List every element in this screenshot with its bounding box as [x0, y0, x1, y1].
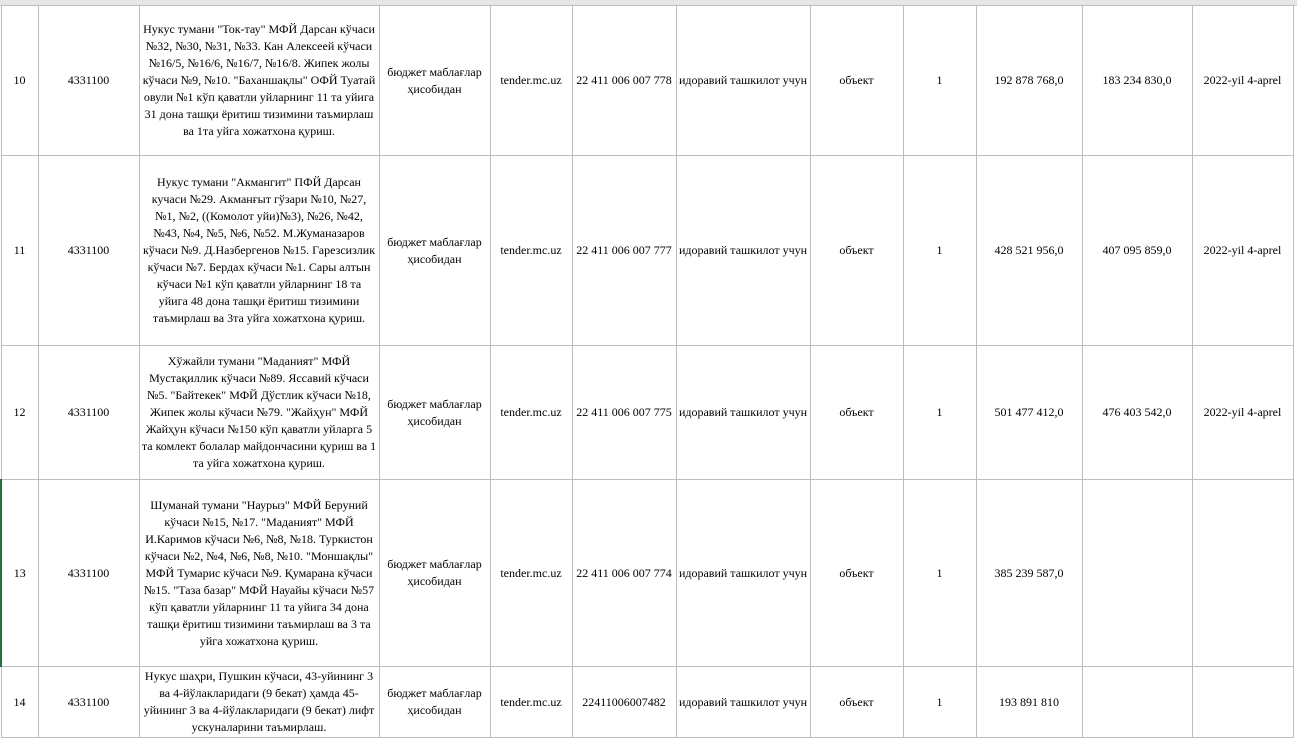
unit-cell[interactable]: объект [810, 156, 903, 346]
unit-cell[interactable]: объект [810, 346, 903, 480]
customer-cell[interactable]: идоравий ташкилот учун [676, 480, 810, 667]
row-number-cell[interactable]: 14 [1, 667, 38, 738]
table-row [1, 667, 1293, 738]
site-cell[interactable]: tender.mc.uz [490, 6, 572, 156]
lot-number-cell[interactable]: 22 411 006 007 774 [572, 480, 676, 667]
funding-cell[interactable]: бюджет маблағлар ҳисобидан [379, 156, 490, 346]
quantity-cell[interactable]: 1 [903, 667, 976, 738]
funding-cell[interactable]: бюджет маблағлар ҳисобидан [379, 667, 490, 738]
quantity-cell[interactable]: 1 [903, 346, 976, 480]
quantity-cell[interactable]: 1 [903, 6, 976, 156]
unit-cell[interactable]: объект [810, 480, 903, 667]
quantity-cell[interactable]: 1 [903, 480, 976, 667]
description-cell[interactable]: Нукус тумани "Ток-тау" МФЙ Дарсан кўчаси №32, №30, №31, №33. Кан Алексеей кўчаси №16/5, №16/6, №16/7, №16/8. Жипек жолы кўчаси №9, №10. "Баханшақлы" ОФЙ Туатай овули №1 кўп қаватли уйларнинг 11 та уйига 31 дона ташқи ёритиш тизимини таъмирлаш ва 1та уйга хожатхона қуриш. [139, 6, 379, 156]
spreadsheet-grid [0, 5, 1294, 738]
code-cell[interactable]: 4331100 [38, 6, 139, 156]
funding-cell[interactable]: бюджет маблағлар ҳисобидан [379, 346, 490, 480]
table-row [1, 6, 1293, 156]
funding-cell[interactable]: бюджет маблағлар ҳисобидан [379, 480, 490, 667]
code-cell[interactable]: 4331100 [38, 480, 139, 667]
site-cell[interactable]: tender.mc.uz [490, 156, 572, 346]
description-cell[interactable]: Хўжайли тумани "Маданият" МФЙ Мустақиллик кўчаси №89. Яссавий кўчаси №5. "Байтекек" МФЙ Дўстлик кўчаси №18, Жипек жолы кўчаси №79. "Жайҳун" МФЙ Жайҳун кўчаси №150 кўп қаватли уйларга 5 та комлект болалар майдончасини қуриш ва 1 та уйга хожатхона қуриш. [139, 346, 379, 480]
row-number-cell[interactable]: 12 [1, 346, 38, 480]
lot-number-cell[interactable]: 22 411 006 007 775 [572, 346, 676, 480]
description-cell[interactable]: Нукус тумани "Акмангит" ПФЙ Дарсан кучаси №29. Акманғыт гўзари №10, №27, №1, №2, ((Комолот уйи)№3), №26, №42, №43, №4, №5, №6, №52. М.Жуманазаров кўчаси №9. Д.Назбергенов №15. Гарезсизлик кўчаси №7. Бердах кўчаси №1. Сары алтын кўчаси №1 кўп қаватли уйларнинг 18 та уйига 48 дона ташқи ёритиш тизимини таъмирлаш ва 3та уйга хожатхона қуриш. [139, 156, 379, 346]
date-cell[interactable]: 2022-yil 4-aprel [1192, 6, 1293, 156]
row-number-cell[interactable]: 13 [1, 480, 38, 667]
amount1-cell[interactable]: 385 239 587,0 [976, 480, 1082, 667]
row-number-cell[interactable]: 10 [1, 6, 38, 156]
amount2-cell[interactable]: 183 234 830,0 [1082, 6, 1192, 156]
lot-number-cell[interactable]: 22 411 006 007 778 [572, 6, 676, 156]
date-cell[interactable] [1192, 480, 1293, 667]
customer-cell[interactable]: идоравий ташкилот учун [676, 6, 810, 156]
customer-cell[interactable]: идоравий ташкилот учун [676, 667, 810, 738]
code-cell[interactable]: 4331100 [38, 346, 139, 480]
code-cell[interactable]: 4331100 [38, 156, 139, 346]
amount2-cell[interactable] [1082, 480, 1192, 667]
amount2-cell[interactable]: 476 403 542,0 [1082, 346, 1192, 480]
table-row [1, 156, 1293, 346]
code-cell[interactable]: 4331100 [38, 667, 139, 738]
funding-cell[interactable]: бюджет маблағлар ҳисобидан [379, 6, 490, 156]
unit-cell[interactable]: объект [810, 6, 903, 156]
quantity-cell[interactable]: 1 [903, 156, 976, 346]
customer-cell[interactable]: идоравий ташкилот учун [676, 156, 810, 346]
table-row [1, 480, 1293, 667]
site-cell[interactable]: tender.mc.uz [490, 480, 572, 667]
date-cell[interactable]: 2022-yil 4-aprel [1192, 346, 1293, 480]
description-cell[interactable]: Нукус шаҳри, Пушкин кўчаси, 43-уйининг 3 ва 4-йўлакларидаги (9 бекат) ҳамда 45-уйининг 3 ва 4-йўлакларидаги (9 бекат) лифт ускуналарини таъмирлаш. [139, 667, 379, 738]
site-cell[interactable]: tender.mc.uz [490, 667, 572, 738]
amount1-cell[interactable]: 428 521 956,0 [976, 156, 1082, 346]
customer-cell[interactable]: идоравий ташкилот учун [676, 346, 810, 480]
description-cell[interactable]: Шуманай тумани "Наурыз" МФЙ Беруний кўчаси №15, №17. "Маданият" МФЙ И.Каримов кўчаси №6, №8, №18. Туркистон кўчаси №2, №4, №6, №8, №10. "Моншақлы" МФЙ Тумарис кўчаси №9. Қумарана кўчаси №15. "Таза базар" МФЙ Науайы кўчаси №57 кўп қаватли уйларнинг 11 та уйига 34 дона ташқи ёритиш тизимини таъмирлаш ва 3 та уйга хожатхона қуриш. [139, 480, 379, 667]
site-cell[interactable]: tender.mc.uz [490, 346, 572, 480]
date-cell[interactable]: 2022-yil 4-aprel [1192, 156, 1293, 346]
unit-cell[interactable]: объект [810, 667, 903, 738]
date-cell[interactable] [1192, 667, 1293, 738]
amount1-cell[interactable]: 501 477 412,0 [976, 346, 1082, 480]
amount2-cell[interactable] [1082, 667, 1192, 738]
row-number-cell[interactable]: 11 [1, 156, 38, 346]
lot-number-cell[interactable]: 22411006007482 [572, 667, 676, 738]
amount2-cell[interactable]: 407 095 859,0 [1082, 156, 1192, 346]
amount1-cell[interactable]: 192 878 768,0 [976, 6, 1082, 156]
amount1-cell[interactable]: 193 891 810 [976, 667, 1082, 738]
lot-number-cell[interactable]: 22 411 006 007 777 [572, 156, 676, 346]
table-row [1, 346, 1293, 480]
